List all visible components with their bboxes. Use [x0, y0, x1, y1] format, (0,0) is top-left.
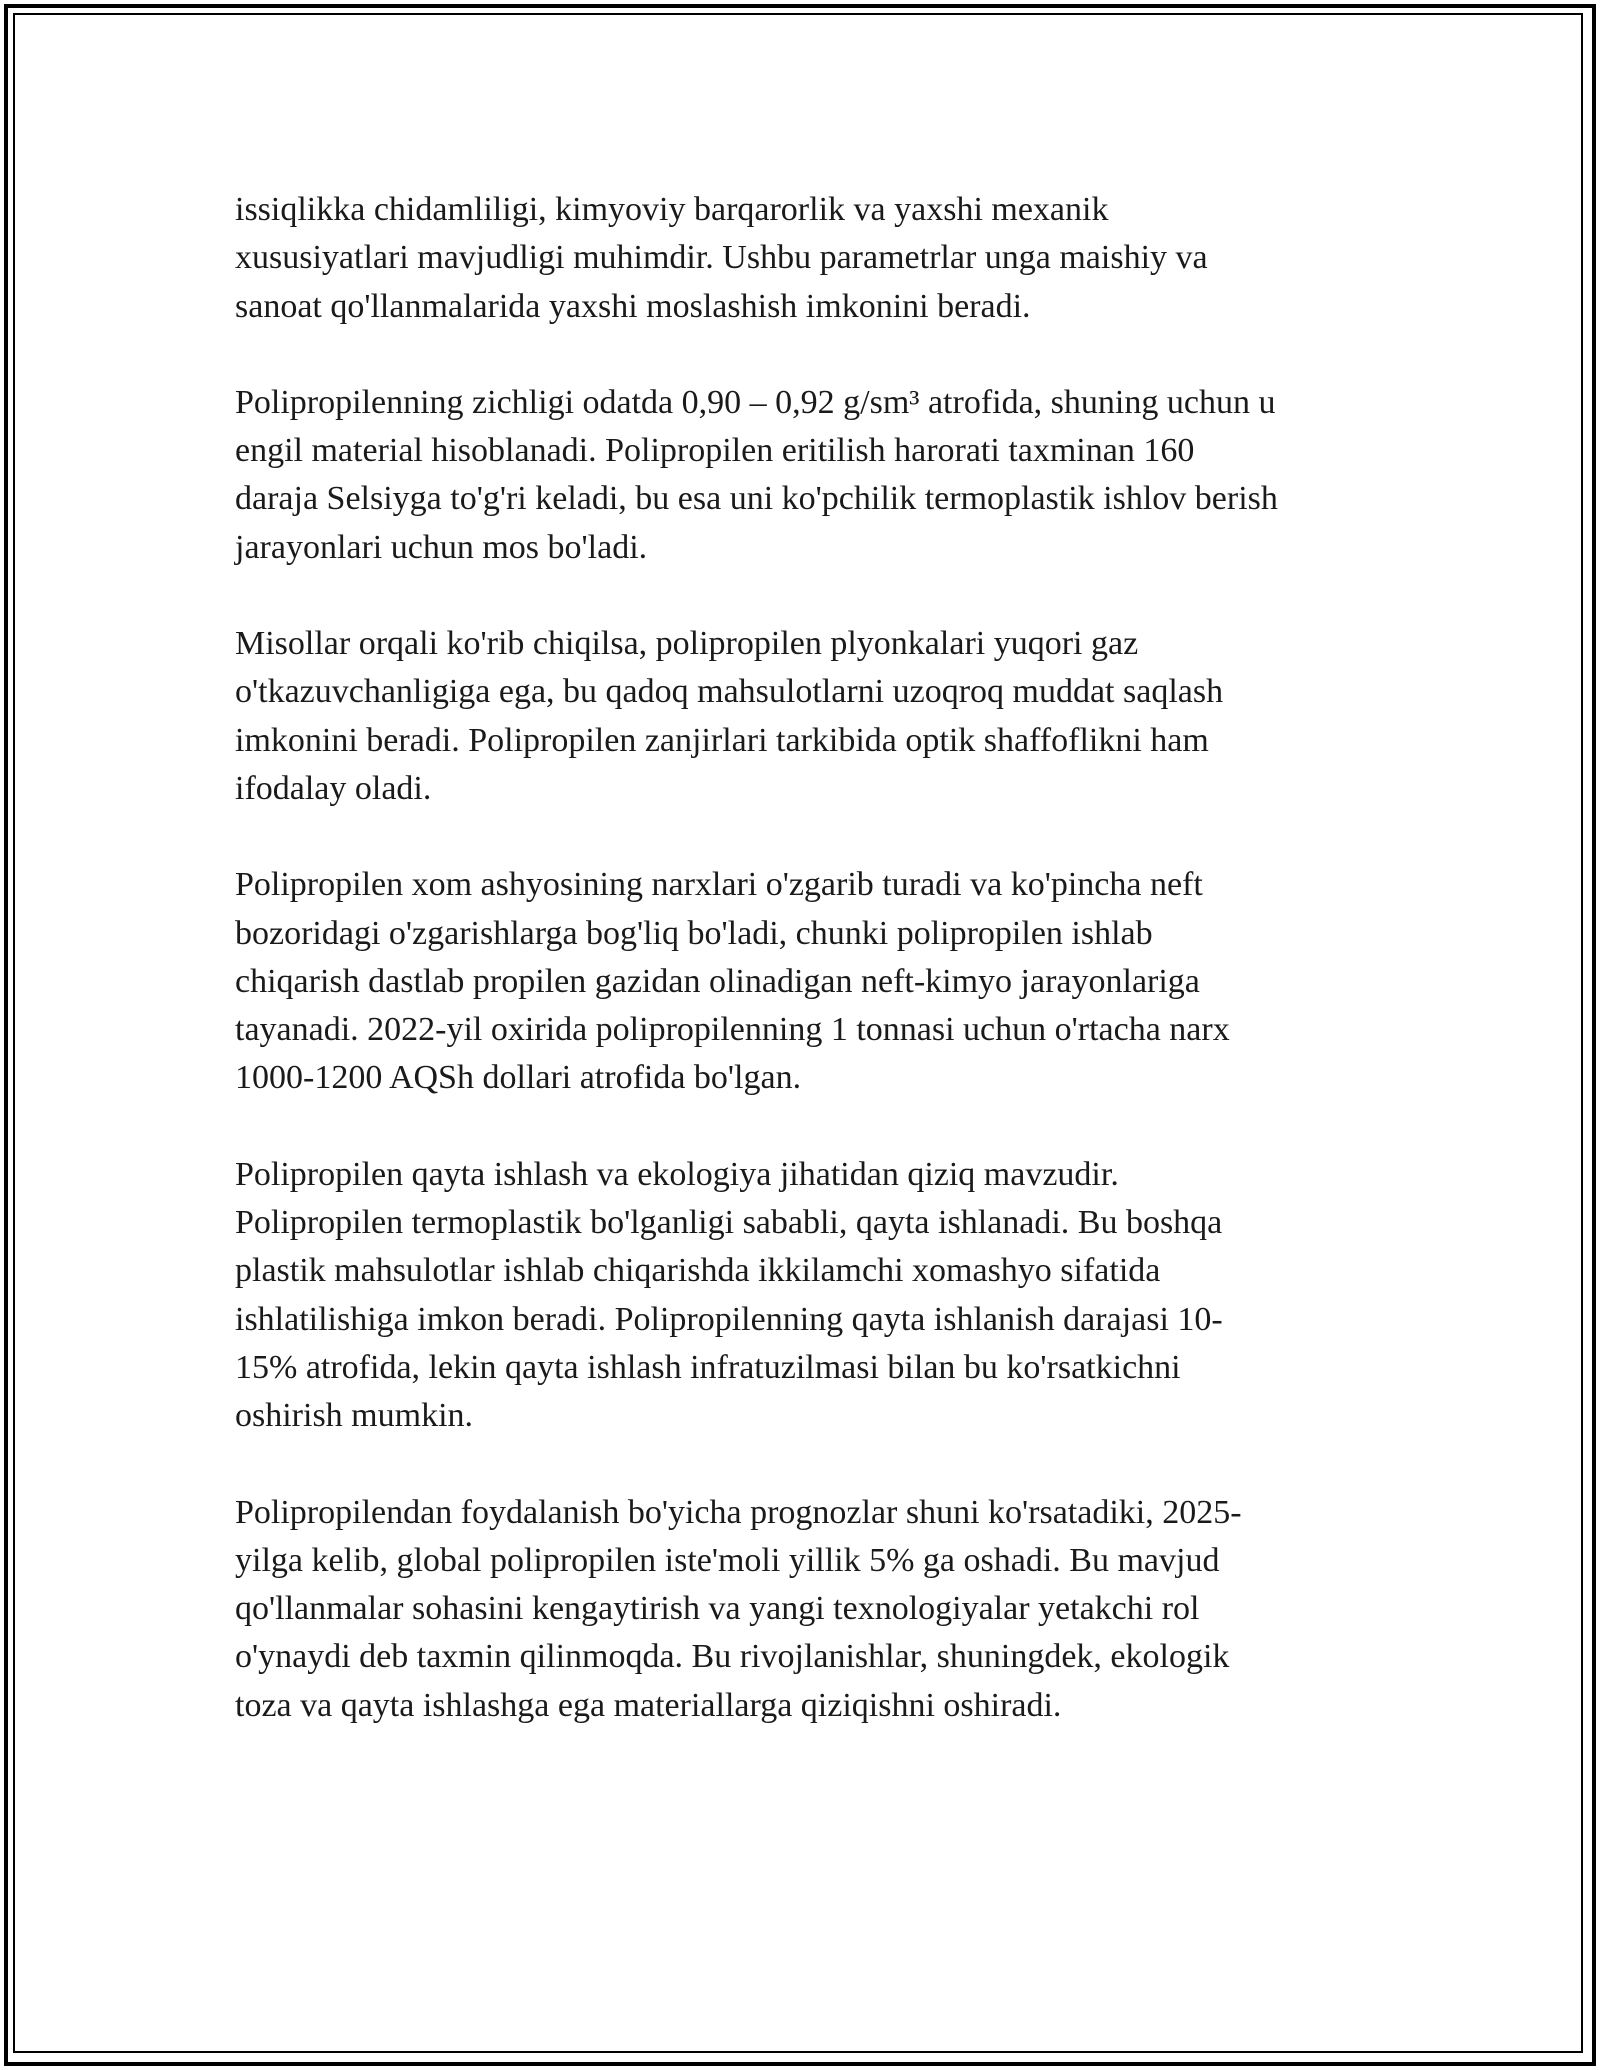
paragraph-6: Polipropilendan foydalanish bo'yicha prognozlar shuni ko'rsatadiki, 2025- yilga kelib, global polipropilen iste'moli yillik 5% ga oshadi. Bu mavjud qo'llanmalar sohasini kengaytirish va yangi texnologiyalar yetakchi rol o'ynaydi deb taxmin qilinmoqda. Bu rivojlanishlar, shuningdek, ekologik toza va qayta ishlashga ega materiallarga qiziqishni oshiradi.: [235, 1493, 1242, 1724]
paragraph-1: issiqlikka chidamliligi, kimyoviy barqarorlik va yaxshi mexanik xususiyatlari mavjudligi muhimdir. Ushbu parametrlar unga maishiy va sanoat qo'llanmalarida yaxshi moslashish imkonini beradi.: [235, 191, 1208, 325]
document-body: [235, 186, 1370, 1778]
paragraph-5: Polipropilen qayta ishlash va ekologiya jihatidan qiziq mavzudir. Polipropilen termoplastik bo'lganligi sababli, qayta ishlanadi. Bu boshqa plastik mahsulotlar ishlab chiqarishda ikkilamchi xomashyo sifatida ishlatilishiga imkon beradi. Polipropilenning qayta ishlanish darajasi 10- 15% atrofida, lekin qayta ishlash infratuzilmasi bilan bu ko'rsatkichni oshirish mumkin.: [235, 1155, 1223, 1435]
paragraph-4: Polipropilen xom ashyosining narxlari o'zgarib turadi va ko'pincha neft bozoridagi o'zgarishlarga bog'liq bo'ladi, chunki polipropilen ishlab chiqarish dastlab propilen gazidan olinadigan neft-kimyo jarayonlariga tayanadi. 2022-yil oxirida polipropilenning 1 tonnasi uchun o'rtacha narx 1000-1200 AQSh dollari atrofida bo'lgan.: [235, 866, 1230, 1097]
paragraph-3: Misollar orqali ko'rib chiqilsa, polipropilen plyonkalari yuqori gaz o'tkazuvchanligiga ega, bu qadoq mahsulotlarni uzoqroq muddat saqlash imkonini beradi. Polipropilen zanjirlari tarkibida optik shaffoflikni ham ifodalay oladi.: [235, 625, 1224, 807]
paragraph-2: Polipropilenning zichligi odatda 0,90 – 0,92 g/sm³ atrofida, shuning uchun u engil material hisoblanadi. Polipropilen eritilish harorati taxminan 160 daraja Selsiyga to'g'ri keladi, bu esa uni ko'pchilik termoplastik ishlov berish jarayonlari uchun mos bo'ladi.: [235, 383, 1278, 566]
